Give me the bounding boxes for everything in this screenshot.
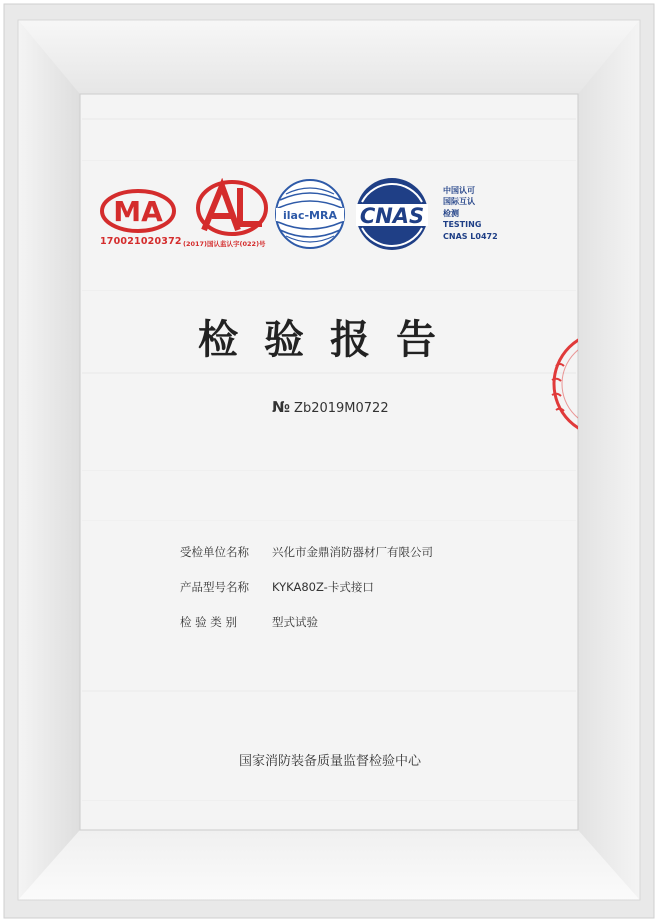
- field-product-model: [180, 579, 374, 595]
- cnas-side-line: 国际互认: [443, 197, 475, 207]
- mat-bottom: [18, 830, 640, 900]
- cnas-side-line: CNAS L0472: [443, 231, 498, 241]
- ma-number: 170021020372: [100, 236, 182, 247]
- field-value: 型式试验: [272, 615, 318, 629]
- cal-logo: [198, 182, 266, 234]
- number-mark: №: [272, 398, 291, 416]
- field-label: 受检单位名称: [180, 545, 249, 559]
- issuing-organization: 国家消防装备质量监督检验中心: [238, 754, 421, 769]
- field-inspected-unit: [180, 544, 433, 560]
- cnas-side-line: TESTING: [443, 220, 482, 230]
- cal-number: (2017)国认监认字(022)号: [183, 240, 266, 248]
- cnas-side-line: 中国认可: [443, 186, 475, 195]
- mat-left: [18, 20, 80, 900]
- cnas-logo-text: CNAS: [359, 204, 425, 228]
- report-number-value: Zb2019M0722: [294, 401, 389, 416]
- field-label: 检 验 类 别: [180, 615, 237, 629]
- cnas-logo: [356, 178, 428, 250]
- ilac-mra-logo: [276, 180, 344, 248]
- field-inspection-type: [180, 614, 318, 630]
- field-label: 产品型号名称: [180, 580, 249, 594]
- ma-logo: [102, 191, 174, 231]
- field-value: 兴化市金鼎消防器材厂有限公司: [272, 545, 433, 559]
- mat-top: [18, 20, 640, 94]
- report-number: [272, 398, 389, 416]
- ma-logo-text: MA: [113, 195, 163, 228]
- cnas-side-line: 检测: [443, 208, 459, 218]
- field-value: KYKA80Z-卡式接口: [272, 580, 374, 594]
- ilac-mra-logo-text: ilac-MRA: [283, 209, 337, 222]
- report-title: 检验报告: [198, 316, 462, 363]
- mat-right: [578, 20, 640, 900]
- cnas-side-text: [443, 185, 498, 242]
